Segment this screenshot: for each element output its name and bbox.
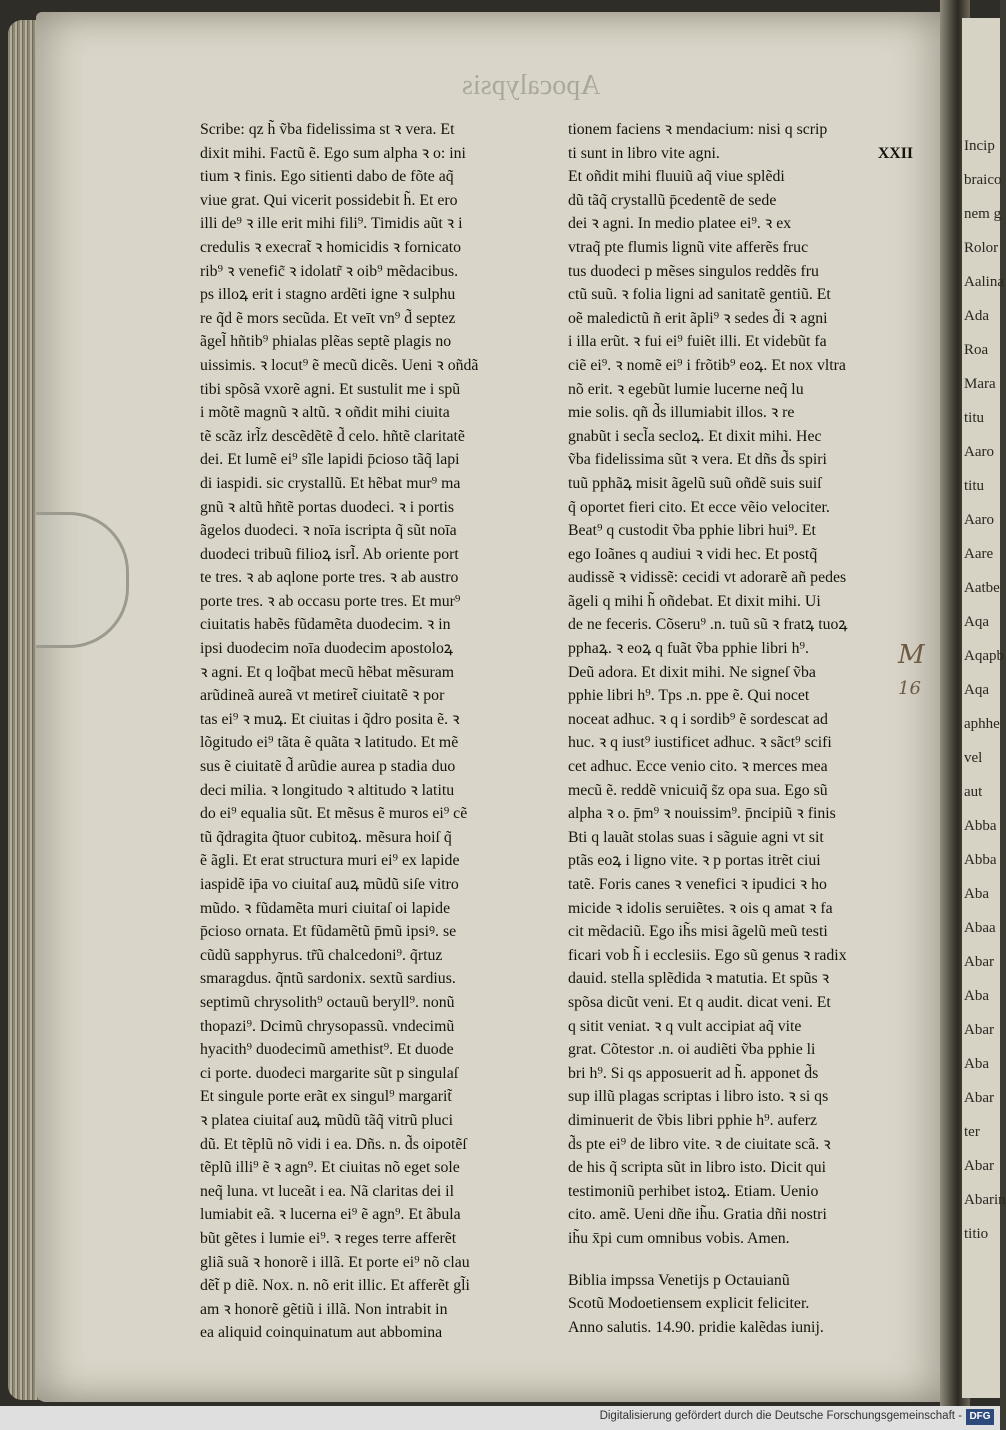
facing-page-fragment: ter xyxy=(964,1124,980,1140)
facing-page-fragment: Aqapb xyxy=(964,648,1004,664)
facing-page-fragment: Abba xyxy=(964,818,997,834)
text-line: i mõtẽ magnũ ꝛ altũ. ꝛ oñdit mihi ciuita xyxy=(200,404,450,422)
facing-page-fragment: aphhe xyxy=(964,716,1000,732)
text-line: alpha ꝛ o. p̄m⁹ ꝛ nouissim⁹. p̄ncipiũ ꝛ finis xyxy=(568,805,836,823)
text-line: ciẽ ei⁹. ꝛ nomẽ ei⁹ i frõtib⁹ eoꝝ. Et nox vltra xyxy=(568,356,846,374)
text-line: ih̃u x̄pi cum omnibus vobis. Amen. xyxy=(568,1229,790,1247)
text-line: mie solis. qñ d̃s illumiabit illos. ꝛ re xyxy=(568,404,795,422)
text-line: lõgitudo ei⁹ tãta ẽ quãta ꝛ latitudo. Et mẽ xyxy=(200,734,459,752)
text-line: smaragdus. q̃ntũ sardonix. sextũ sardius. xyxy=(200,970,456,988)
text-line: cũdũ sapphyrus. tr̃ũ chalcedoni⁹. q̃rtuz xyxy=(200,946,443,964)
text-line: uissimis. ꝛ locut⁹ ẽ mecũ dicẽs. Ueni ꝛ oñdã xyxy=(200,356,479,374)
text-line: tatẽ. Foris canes ꝛ venefici ꝛ ipudici ꝛ ho xyxy=(568,876,827,893)
facing-page-fragment: Roa xyxy=(964,342,989,358)
text-line: testimoniũ perhibet istoꝝ. Etiam. Uenio xyxy=(568,1182,819,1200)
text-line: mũdo. ꝛ fũdamẽta muri ciuitaſ oi lapide xyxy=(200,899,451,917)
text-line: tas ei⁹ ꝛ muꝝ. Et ciuitas i q̃dro posita ẽ. ꝛ xyxy=(200,710,460,728)
facing-page-fragment: Incip xyxy=(964,138,995,154)
facing-page-fragment: Aba xyxy=(964,886,989,902)
facing-page-fragment: Aatbe xyxy=(964,580,1000,596)
text-line: duodeci tribuũ filioꝝ isrl̃. Ab oriente port xyxy=(200,545,459,563)
text-line: te tres. ꝛ ab aqlone porte tres. ꝛ ab austro xyxy=(200,569,459,587)
text-line: porte tres. ꝛ ab occasu porte tres. Et mur⁹ xyxy=(200,592,461,610)
page-holder-clip xyxy=(36,512,129,648)
text-line: audissẽ ꝛ vidissẽ: cecidi vt adorarẽ añ pedes xyxy=(568,569,847,587)
text-line: i illa erũt. ꝛ fui ei⁹ fuiẽt illi. Et videbũt fa xyxy=(568,333,827,351)
facing-page-fragment: Mara xyxy=(964,376,996,392)
facing-page-fragment: Aaro xyxy=(964,444,994,460)
text-line: Beat⁹ q custodit ṽba pphie libri hui⁹. Et xyxy=(568,522,816,540)
facing-page-fragment: Aba xyxy=(964,988,989,1004)
text-line: Et singule porte erãt ex singul⁹ margarit̃ xyxy=(200,1088,452,1106)
text-line: deci milia. ꝛ longitudo ꝛ altitudo ꝛ latitu xyxy=(200,781,455,799)
text-line: gnabũt i secl̃a secloꝝ. Et dixit mihi. Hec xyxy=(568,427,822,445)
text-line: dei ꝛ agni. In medio platee ei⁹. ꝛ ex xyxy=(568,215,792,233)
facing-page-fragment: Aqa xyxy=(964,614,989,630)
facing-page-fragment: Aaro xyxy=(964,512,994,528)
facing-page-fragment: Aba xyxy=(964,1056,989,1072)
text-line: ãgel̃ hñtib⁹ phialas plẽas septẽ plagis no xyxy=(200,333,452,351)
text-line: ipsi duodecim noīa duodecim apostoloꝝ xyxy=(200,640,454,658)
facing-page-fragment: Aqa xyxy=(964,682,989,698)
text-line: ãgeli q mihi h̃ oñdebat. Et dixit mihi. Ui xyxy=(568,592,821,610)
text-line: ptãs eoꝝ i ligno vite. ꝛ p portas itrẽt ciui xyxy=(568,852,821,870)
text-line: cet adhuc. Ecce venio cito. ꝛ merces mea xyxy=(568,758,828,776)
text-line: cito. amẽ. Ueni dñe ih̃u. Gratia dñi nostri xyxy=(568,1206,827,1224)
text-line: iaspidẽ ip̄a vo ciuitaſ auꝝ mũdũ siſe vitro xyxy=(200,876,459,893)
text-line: de ne feceris. Cõseru⁹ .n. tuũ sũ ꝛ fratꝝ tuoꝝ xyxy=(568,616,848,634)
text-line: dixit mihi. Factũ ẽ. Ego sum alpha ꝛ o: ini xyxy=(200,144,466,162)
text-line: gliã suã ꝛ honorẽ i illã. Et porte ei⁹ nõ clau xyxy=(200,1253,470,1271)
facing-page-fragment: aut xyxy=(964,784,983,800)
text-line: ciuitatis habẽs fũdamẽta duodecim. ꝛ in xyxy=(200,616,451,634)
facing-page-fragment: Abar xyxy=(964,1158,994,1174)
text-line: ꝛ agni. Et q loq̃bat mecũ hẽbat mẽsuram xyxy=(200,663,455,681)
text-line: mecũ ẽ. reddẽ vnicuiq̃ s̃z opa sua. Ego sũ xyxy=(568,781,828,799)
text-line: di iaspidi. sic crystallũ. Et hẽbat mur⁹ ma xyxy=(200,474,461,492)
text-line: noceat adhuc. ꝛ q i sordib⁹ ẽ sordescat ad xyxy=(568,710,828,728)
text-line: ea aliquid coinquinatum aut abbomina xyxy=(200,1324,443,1342)
text-line: q̃ oportet fieri cito. Et ecce vẽio velociter. xyxy=(568,498,830,516)
facing-page-fragment: Abarin xyxy=(964,1192,1006,1208)
text-line: tuũ pphãꝝ misit ãgelũ suũ oñdẽ suis suiſ xyxy=(568,474,822,492)
text-line: d̃s pte ei⁹ de libro vite. ꝛ de ciuitate scã. ꝛ xyxy=(568,1135,831,1153)
text-line: pphaꝝ. ꝛ eoꝝ q fuãt ṽba pphie libri h⁹. xyxy=(568,640,809,658)
text-line: ctũ suũ. ꝛ folia ligni ad sanitatẽ gentiũ. Et xyxy=(568,286,831,304)
text-line: Et oñdit mihi fluuiũ aq̃ viue splẽdi xyxy=(568,168,785,186)
text-line: ficari vob h̃ i ecclesiis. Ego sũ genus ꝛ radix xyxy=(568,946,847,964)
text-column-right xyxy=(568,118,913,1339)
text-line: nõ erit. ꝛ egebũt lumie lucerne neq̃ lu xyxy=(568,380,804,398)
text-line: tium ꝛ finis. Ego sitienti dabo de fõte aq̃ xyxy=(200,168,454,186)
text-line: re q̃d ẽ mors secũda. Et veīt vn⁹ d̃ septez xyxy=(200,309,456,327)
text-line: spõsa dicũt veni. Et q audit. dicat veni. Et xyxy=(568,993,831,1011)
text-line: Bti q lauãt stolas suas i sãguie agni vt sit xyxy=(568,828,824,846)
facing-page-fragment: Abaa xyxy=(964,920,996,936)
text-line: tus duodeci p mẽses singulos reddẽs fru xyxy=(568,262,819,280)
text-line: tẽ scãz irl̃z descẽdẽtẽ d̃ celo. hñtẽ claritatẽ xyxy=(200,427,465,445)
text-line: sup illũ plagas scriptas i libro isto. ꝛ si qs xyxy=(568,1088,829,1106)
text-line: ṽba fidelissima sũt ꝛ vera. Et dñs d̃s spiri xyxy=(568,451,827,469)
text-line: ci porte. duodeci margarite sũt p singulaſ xyxy=(200,1064,459,1082)
text-line: ego Ioãnes q audiui ꝛ vidi hec. Et postq̃ xyxy=(568,545,818,563)
text-line: hyacith⁹ duodecimũ amethist⁹. Et duode xyxy=(200,1041,454,1059)
text-column-left xyxy=(200,118,545,1345)
text-line: neq̃ luna. vt luceãt i ea. Nã claritas dei il xyxy=(200,1182,454,1200)
text-line: oẽ maledictũ ñ erit ãpli⁹ ꝛ sedes d̃i ꝛ agni xyxy=(568,309,828,327)
dfg-logo: DFG xyxy=(966,1409,994,1425)
text-line: pphie libri h⁹. Tps .n. ppe ẽ. Qui nocet xyxy=(568,687,810,705)
text-line: tionem faciens ꝛ mendacium: nisi q scrip xyxy=(568,121,828,138)
facing-page-fragment: Abar xyxy=(964,1090,994,1106)
text-line: lumiabit eã. ꝛ lucerna ei⁹ ẽ agn⁹. Et ãbula xyxy=(200,1206,461,1224)
facing-page-fragment: Ada xyxy=(964,308,989,324)
text-line: ãgelos duodeci. ꝛ noīa iscripta q̃ sũt noīa xyxy=(200,522,457,540)
text-line: tũ q̃dragita q̃tuor cubitoꝝ. mẽsura hoiſ q̃ xyxy=(200,828,452,846)
colophon-line: Anno salutis. 14.90. pridie kalẽdas iunij. xyxy=(568,1318,824,1336)
text-line: huc. ꝛ q iust⁹ iustificet adhuc. ꝛ sãct⁹ scifi xyxy=(568,734,832,752)
text-line: diminuerit de ṽbis libri pphie h⁹. auferz xyxy=(568,1111,817,1129)
facing-page-fragment: braico xyxy=(964,172,1002,188)
text-line: septimũ chrysolith⁹ octauũ beryll⁹. nonũ xyxy=(200,993,455,1011)
text-line: dei. Et lumẽ ei⁹ sĩle lapidi p̄cioso tãq̃ lapi xyxy=(200,451,460,469)
colophon-line: Scotũ Modoetiensem explicit feliciter. xyxy=(568,1295,810,1313)
text-line: dẽt̃ p diẽ. Nox. n. nõ erit illic. Et afferẽt gl̃i xyxy=(200,1277,470,1295)
text-line: tẽplũ illi⁹ ẽ ꝛ agn⁹. Et ciuitas nõ eget sole xyxy=(200,1159,460,1177)
text-line: gnũ ꝛ altũ hñtẽ portas duodeci. ꝛ i portis xyxy=(200,498,455,516)
text-line: ꝛ platea ciuitaſ auꝝ mũdũ tãq̃ vitrũ pluci xyxy=(200,1111,454,1129)
text-line: bũt gẽtes i lumie ei⁹. ꝛ reges terre afferẽt xyxy=(200,1229,457,1247)
text-line: am ꝛ honorẽ gẽtiũ i illã. Non intrabit in xyxy=(200,1300,448,1318)
text-line: dũ tãq̃ crystallũ p̄cedentẽ de sede xyxy=(568,191,777,209)
facing-page-fragment: vel xyxy=(964,750,983,766)
text-line: micide ꝛ idolis seruiẽtes. ꝛ ois q amat ꝛ fa xyxy=(568,899,833,917)
text-line: illi de⁹ ꝛ ille erit mihi fili⁹. Timidis aũt ꝛ i xyxy=(200,215,463,233)
text-line: dauid. stella splẽdida ꝛ matutia. Et spũs ꝛ xyxy=(568,970,830,988)
facing-page-fragment: Abar xyxy=(964,954,994,970)
funding-note: Digitalisierung gefördert durch die Deutsche Forschungsgemeinschaft - xyxy=(599,1410,962,1422)
margin-note-m: M xyxy=(898,640,925,670)
text-line: dũ. Et tẽplũ nõ vidi i ea. Dñs. n. d̃s oipotẽſ xyxy=(200,1135,467,1153)
facing-page-fragment: nem g xyxy=(964,206,1002,222)
facing-page-fragment: Rolor xyxy=(964,240,999,256)
running-head-showthrough: Apocalypsis xyxy=(462,70,601,101)
text-line: grat. Cõtestor .n. oi audiẽti ṽba pphie li xyxy=(568,1041,816,1059)
text-line: viue grat. Qui vicerit possidebit h̃. Et ero xyxy=(200,191,458,209)
text-line: Scribe: qz h̃ ṽba fidelissima st ꝛ vera. Et xyxy=(200,121,455,138)
text-line: Deũ adora. Et dixit mihi. Ne signeſ ṽba xyxy=(568,663,816,681)
text-line: bri h⁹. Si qs apposuerit ad h̃. apponet d̃s xyxy=(568,1064,819,1082)
text-line: vtraq̃ pte flumis lignũ vite afferẽs fruc xyxy=(568,238,809,256)
text-line: thopazi⁹. Dcimũ chrysopassũ. vndecimũ xyxy=(200,1017,455,1035)
text-line: credulis ꝛ execrat̃ ꝛ homicidis ꝛ fornicato xyxy=(200,238,462,256)
text-line: do ei⁹ equalia sũt. Et mẽsus ẽ muros ei⁹ cẽ xyxy=(200,805,468,823)
text-line: ti sunt in libro vite agni. xyxy=(568,144,720,162)
facing-page-edge xyxy=(962,18,1006,1398)
text-line: arũdineã aureã vt metiret̃ ciuitatẽ ꝛ por xyxy=(200,687,445,705)
text-line: rib⁹ ꝛ venefic̃ ꝛ idolatr̃ ꝛ oib⁹ mẽdacibus. xyxy=(200,262,459,280)
text-line: tibi spõsã vxorẽ agni. Et sustulit me i spũ xyxy=(200,380,461,398)
text-line: de his q̃ scripta sũt in libro isto. Dicit qui xyxy=(568,1159,826,1177)
margin-note-16: 16 xyxy=(898,678,921,699)
facing-page-fragment: titu xyxy=(964,478,985,494)
facing-page-fragment: Abba xyxy=(964,852,997,868)
text-line: ps illoꝝ erit i stagno ardẽti igne ꝛ sulphu xyxy=(200,286,456,304)
facing-page-fragment: Aare xyxy=(964,546,994,562)
footer-bar xyxy=(0,1406,1000,1430)
facing-page-fragment: titu xyxy=(964,410,985,426)
text-line: cit mẽdaciũ. Ego ih̃s misi ãgelũ meũ testi xyxy=(568,923,828,941)
colophon-line: Biblia impssa Venetijs p Octauianũ xyxy=(568,1271,790,1289)
chapter-number: XXII xyxy=(877,144,913,162)
facing-page-fragment: titio xyxy=(964,1226,989,1242)
text-line: p̄cioso ornata. Et fũdamẽtũ p̄mũ ipsiꝰ. se xyxy=(200,923,457,941)
facing-page-fragment: Abar xyxy=(964,1022,994,1038)
text-line: q sitit veniat. ꝛ q vult accipiat aq̃ vite xyxy=(568,1017,802,1035)
facing-page-fragment: Aalina xyxy=(964,274,1004,290)
text-line: ẽ ãgli. Et erat structura muri ei⁹ ex lapide xyxy=(200,852,460,870)
text-line: sus ẽ ciuitatẽ d̃ arũdie aurea p stadia duo xyxy=(200,758,456,776)
